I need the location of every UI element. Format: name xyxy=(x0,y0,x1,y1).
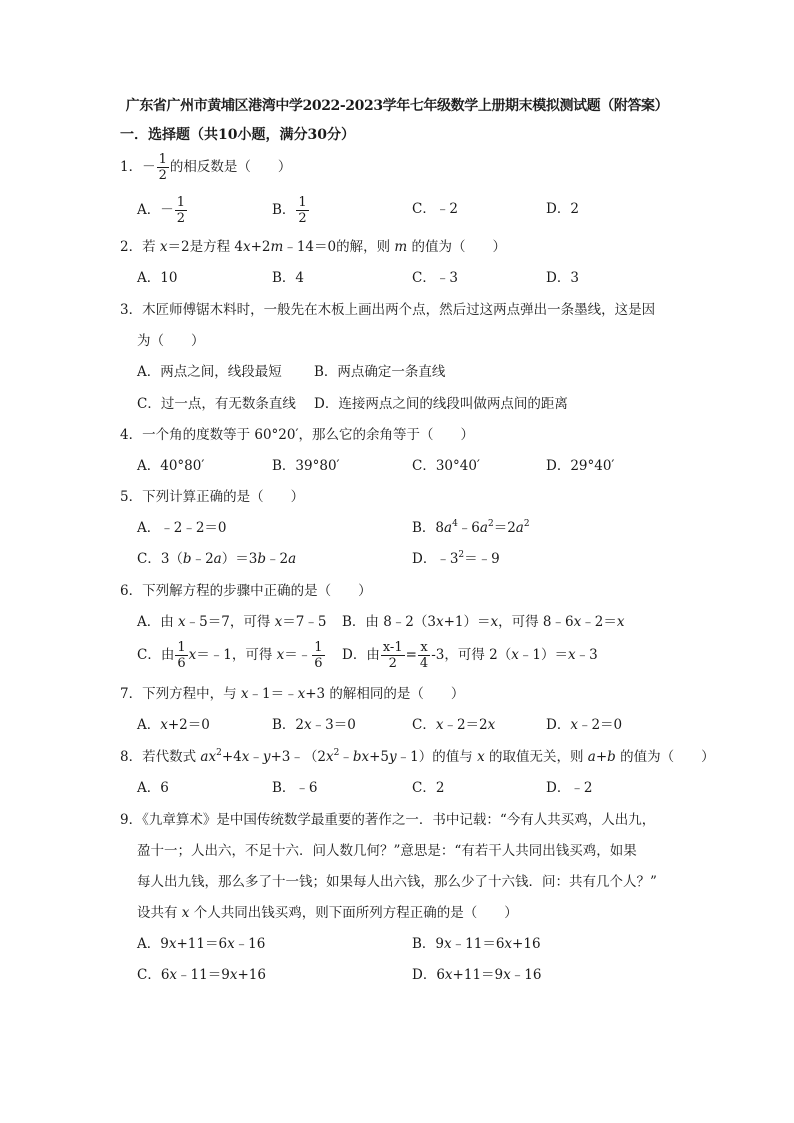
q6-a-var: x xyxy=(178,614,186,630)
q7-var: x xyxy=(297,686,306,702)
question-6: 6．下列解方程的步骤中正确的是（ ） xyxy=(120,583,372,599)
q5-b-exp: 2 xyxy=(523,519,530,529)
q5-b-var: a xyxy=(515,520,524,536)
q5-option-a: A．﹣2﹣2＝0 xyxy=(137,520,227,536)
q8-part: ﹣ xyxy=(339,749,353,765)
q5-b-exp: 2 xyxy=(487,519,494,529)
q8-var: x xyxy=(477,749,485,765)
q6-b-part: ，可得 8﹣6 xyxy=(498,614,574,630)
q5-option-c xyxy=(137,550,296,568)
q6-c-denominator: 6 xyxy=(177,656,186,671)
q6-d-denominator: 2 xyxy=(388,656,397,671)
q6-option-c xyxy=(137,640,326,671)
q8-exp: 2 xyxy=(333,748,340,758)
q5-b-part: B．8 xyxy=(412,520,445,536)
question-8 xyxy=(120,748,715,766)
q7-var: x xyxy=(240,686,249,702)
q6-c-part: ＝﹣ xyxy=(284,647,312,663)
q6-d-part: -3，可得 2（ xyxy=(431,647,512,663)
q9-a-part: A．9 xyxy=(137,936,169,952)
q6-d-var: x xyxy=(511,647,519,663)
q5-option-d xyxy=(412,550,500,568)
q5-b-var: a xyxy=(444,520,453,536)
q1-b-denominator: 2 xyxy=(298,211,307,226)
q9-a-part: ﹣16 xyxy=(234,936,266,952)
q8-var: a xyxy=(200,749,209,765)
q8-part: ﹣ xyxy=(249,749,263,765)
question-4: 4．一个角的度数等于 60°20′，那么它的余角等于（ ） xyxy=(120,427,475,443)
q6-d-part: ﹣3 xyxy=(575,647,598,663)
document-title: 广东省广州市黄埔区港湾中学2022-2023学年七年级数学上册期末模拟测试题（附答案） xyxy=(125,98,669,114)
q9-b-var: x xyxy=(504,936,513,952)
q1-a-label: A．－ xyxy=(137,202,174,218)
q7-option-c xyxy=(412,716,495,734)
q1-prefix: 1．－ xyxy=(120,159,156,175)
q1-a-numerator: 1 xyxy=(176,195,186,210)
question-2 xyxy=(120,238,506,256)
q5-c-part: ）＝3 xyxy=(221,551,258,567)
q6-d-part: ﹣1）＝ xyxy=(518,647,568,663)
q2-var: m xyxy=(270,239,284,255)
q9-var: x xyxy=(181,905,190,921)
q9-d-var: x xyxy=(503,967,511,983)
q4-option-b: B．39°80′ xyxy=(272,458,340,474)
q8-part: 的值为（ ） xyxy=(615,749,715,765)
q7-option-b xyxy=(272,716,356,734)
q3-option-b: B．两点确定一条直线 xyxy=(314,364,446,380)
q4-option-a: A．40°80′ xyxy=(137,458,205,474)
q4-option-c: C．30°40′ xyxy=(412,458,481,474)
q6-option-b xyxy=(342,613,624,631)
q6-c-numerator: 1 xyxy=(177,640,186,655)
q7-option-d xyxy=(546,716,622,734)
q7-c-part: C． xyxy=(412,717,436,733)
q6-c-var: x xyxy=(276,647,285,663)
q7-b-part: B．2 xyxy=(272,717,305,733)
q6-b-var: x xyxy=(490,614,499,630)
q2-var: m xyxy=(394,239,408,255)
q2-var: x xyxy=(159,239,168,255)
q6-d-part: = xyxy=(405,647,417,663)
q1-b-numerator: 1 xyxy=(298,195,307,210)
q7-d-part: D． xyxy=(546,717,571,733)
q8-var: y xyxy=(389,749,397,765)
q8-part: +5 xyxy=(369,749,390,765)
q9-d-part: ﹣16 xyxy=(510,967,542,983)
q8-part: + xyxy=(595,749,608,765)
q6-a-part: ＝7﹣5 xyxy=(282,614,327,630)
q6-c-part: C．由 xyxy=(137,647,175,663)
q6-b-var: x xyxy=(435,614,444,630)
q8-part: 8．若代数式 xyxy=(120,749,201,765)
q6-b-part: ﹣2＝ xyxy=(581,614,617,630)
q1-a-fraction xyxy=(175,195,187,226)
q9-d-part: D．6 xyxy=(412,967,445,983)
q7-b-part: ﹣3＝0 xyxy=(311,717,356,733)
q6-d-fraction-2 xyxy=(418,640,430,671)
question-3-line-1: 3．木匠师傅锯木料时，一般先在木板上画出两个点，然后过这两点弹出一条墨线，这是因 xyxy=(120,302,656,318)
q7-d-var: x xyxy=(570,717,578,733)
q3-option-d: D．连接两点之间的线段叫做两点间的距离 xyxy=(314,396,568,412)
q7-d-part: ﹣2＝0 xyxy=(577,717,623,733)
question-3-line-2: 为（ ） xyxy=(137,333,205,349)
q9-option-b xyxy=(412,935,541,953)
q9-part: 个人共同出钱买鸡，则下面所列方程正确的是（ ） xyxy=(189,905,518,921)
q5-d-part: ＝﹣9 xyxy=(464,551,500,567)
q8-part: ﹣1）的值与 xyxy=(396,749,478,765)
q2-option-d: D．3 xyxy=(546,270,579,286)
q9-c-var: x xyxy=(229,967,238,983)
q7-c-var: x xyxy=(435,717,444,733)
q6-a-part: A．由 xyxy=(137,614,179,630)
q9-option-d xyxy=(412,966,541,984)
q9-a-part: +11＝6 xyxy=(176,936,228,952)
section-heading: 一．选择题（共10小题，满分30分） xyxy=(120,127,355,143)
q6-c-fraction xyxy=(175,640,187,671)
q1-denominator: 2 xyxy=(158,168,167,183)
q6-d-numerator-2: x xyxy=(418,640,430,656)
q2-part: ＝2是方程 4 xyxy=(167,239,243,255)
q6-c-denominator-2: 6 xyxy=(314,656,323,671)
q8-var: y xyxy=(262,749,271,765)
q5-option-b xyxy=(412,519,530,537)
q9-b-part: +16 xyxy=(512,936,541,952)
q1-a-denominator: 2 xyxy=(176,211,186,226)
q5-d-exp: 2 xyxy=(458,550,465,560)
q9-c-part: +16 xyxy=(237,967,266,983)
q7-part: +3 的解相同的是（ ） xyxy=(305,686,465,702)
question-7 xyxy=(120,685,464,703)
q5-b-part: ＝2 xyxy=(493,520,516,536)
q7-b-var: x xyxy=(304,717,312,733)
q1-numerator: 1 xyxy=(158,152,167,167)
q8-var: a xyxy=(587,749,596,765)
q2-part: ﹣14＝0的解，则 xyxy=(283,239,395,255)
q8-part: +3﹣（2 xyxy=(270,749,326,765)
q1-text: 的相反数是（ ） xyxy=(169,159,292,175)
q7-a-part: +2＝0 xyxy=(167,717,210,733)
q6-d-fraction xyxy=(381,640,405,671)
q5-c-var: a xyxy=(213,551,222,567)
q8-var: b xyxy=(352,749,362,765)
q6-d-denominator-2: 4 xyxy=(419,656,429,671)
q5-b-part: ﹣6 xyxy=(457,520,480,536)
q7-a-part: A． xyxy=(137,717,161,733)
q9-b-var: x xyxy=(444,936,452,952)
q8-var: x xyxy=(208,749,217,765)
q3-option-a: A．两点之间，线段最短 xyxy=(137,364,282,380)
q6-c-fraction-2 xyxy=(312,640,324,671)
q5-c-var: b xyxy=(182,551,192,567)
q6-a-part: ﹣5＝7，可得 xyxy=(185,614,275,630)
question-5: 5．下列计算正确的是（ ） xyxy=(120,489,305,505)
q6-c-var: x xyxy=(188,647,197,663)
q6-b-part: +1）＝ xyxy=(443,614,491,630)
q2-part: +2 xyxy=(250,239,271,255)
q8-var: x xyxy=(361,749,370,765)
q6-option-a xyxy=(137,613,326,631)
q9-option-a xyxy=(137,935,265,953)
q5-b-var: a xyxy=(479,520,488,536)
q7-part: 7．下列方程中，与 xyxy=(120,686,241,702)
q1-b-fraction xyxy=(296,195,308,226)
q6-d-numerator: x-1 xyxy=(382,640,403,655)
q8-var: x xyxy=(325,749,334,765)
q2-option-c: C．﹣3 xyxy=(412,270,458,286)
q8-option-b: B．﹣6 xyxy=(272,780,318,796)
q1-option-c: C．﹣2 xyxy=(412,201,458,217)
q7-option-a xyxy=(137,716,210,734)
q7-a-var: x xyxy=(160,717,168,733)
q9-d-part: +11＝9 xyxy=(452,967,504,983)
question-9-line-3: 每人出九钱，那么多了十一钱；如果每人出六钱，那么少了十六钱．问：共有几个人？” xyxy=(137,874,657,890)
q5-c-var: b xyxy=(257,551,266,567)
q8-var: b xyxy=(607,749,616,765)
q8-part: 的取值无关，则 xyxy=(484,749,588,765)
q8-option-d: D．﹣2 xyxy=(546,780,593,796)
q8-option-a: A．6 xyxy=(137,780,169,796)
question-9-line-1: 9．《九章算术》是中国传统数学最重要的著作之一．书中记载：“今有人共买鸡，人出九， xyxy=(120,812,656,828)
q5-c-var: a xyxy=(288,551,297,567)
question-9-line-2: 盈十一；人出六，不足十六．问人数几何？”意思是：“有若干人共同出钱买鸡，如果 xyxy=(137,843,637,859)
q2-part: 的值为（ ） xyxy=(407,239,507,255)
question-1 xyxy=(120,152,291,183)
q1-option-a xyxy=(137,195,188,226)
q9-b-part: ﹣11＝6 xyxy=(451,936,505,952)
q7-part: ﹣1＝﹣ xyxy=(248,686,298,702)
q7-c-var: x xyxy=(487,717,496,733)
q2-option-b: B．4 xyxy=(272,270,305,286)
q9-c-part: C．6 xyxy=(137,967,170,983)
q1-b-label: B． xyxy=(272,202,296,218)
q6-b-part: B．由 8﹣2（3 xyxy=(342,614,436,630)
q8-var: x xyxy=(241,749,250,765)
q6-b-var: x xyxy=(573,614,582,630)
q7-c-part: ﹣2＝2 xyxy=(443,717,488,733)
q6-c-part: ＝﹣1，可得 xyxy=(196,647,277,663)
q5-c-part: ﹣2 xyxy=(191,551,214,567)
q1-option-d: D．2 xyxy=(546,201,579,217)
q6-a-var: x xyxy=(274,614,283,630)
q9-c-part: ﹣11＝9 xyxy=(177,967,230,983)
q8-option-c: C．2 xyxy=(412,780,445,796)
q2-option-a: A．10 xyxy=(137,270,178,286)
q5-b-exp: 4 xyxy=(452,519,458,529)
q6-b-var: x xyxy=(616,614,625,630)
q9-part: 设共有 xyxy=(137,905,182,921)
q9-option-c xyxy=(137,966,266,984)
q5-c-part: ﹣2 xyxy=(265,551,289,567)
q8-exp: 2 xyxy=(216,748,222,758)
q4-option-d: D．29°40′ xyxy=(546,458,615,474)
q3-option-c: C．过一点，有无数条直线 xyxy=(137,396,296,412)
q6-d-var: x xyxy=(567,647,576,663)
q9-d-var: x xyxy=(444,967,453,983)
q9-c-var: x xyxy=(169,967,178,983)
q2-var: x xyxy=(243,239,251,255)
q6-option-d xyxy=(342,640,598,671)
q1-option-b xyxy=(272,195,310,226)
q6-c-numerator-2: 1 xyxy=(314,640,323,655)
q5-d-part: D．﹣3 xyxy=(412,551,459,567)
q8-part: +4 xyxy=(221,749,242,765)
q9-a-var: x xyxy=(168,936,177,952)
q9-a-var: x xyxy=(227,936,235,952)
q9-b-part: B．9 xyxy=(412,936,445,952)
q5-c-part: C．3（ xyxy=(137,551,183,567)
q6-d-part: D．由 xyxy=(342,647,380,663)
q1-fraction xyxy=(157,152,169,183)
question-9-line-4 xyxy=(137,904,518,922)
q2-part: 2．若 xyxy=(120,239,160,255)
